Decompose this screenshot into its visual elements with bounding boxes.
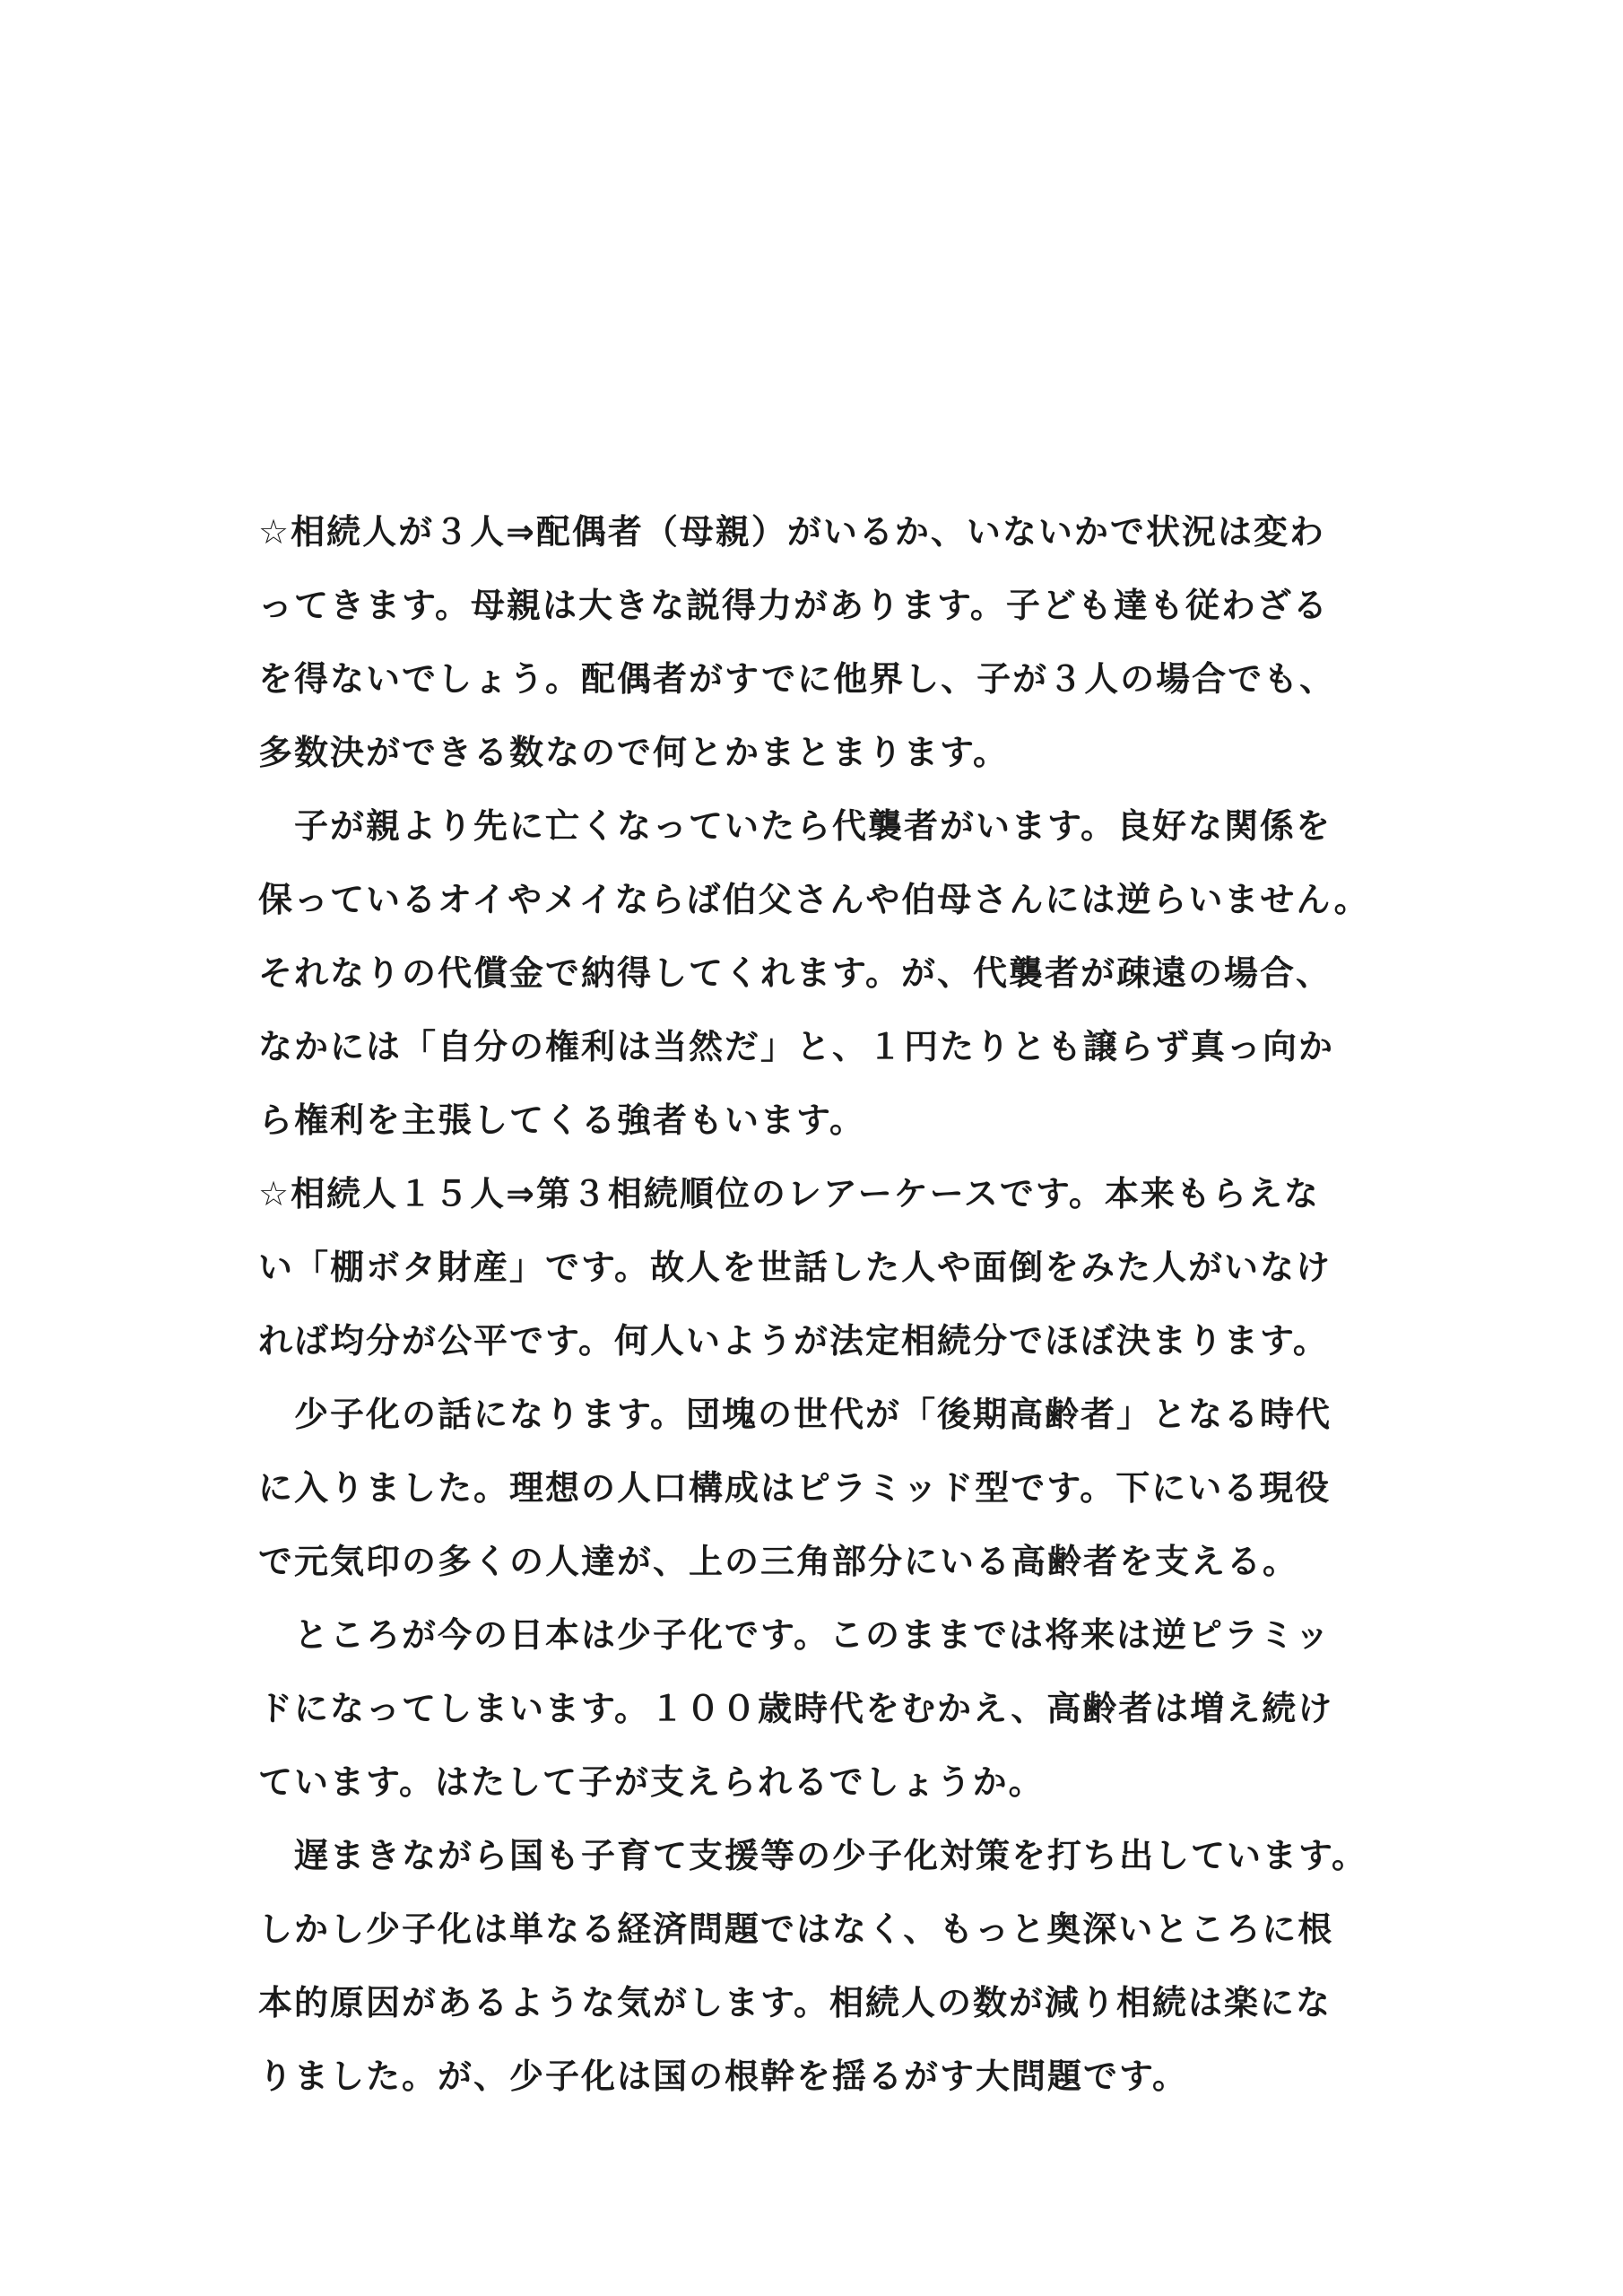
text-line-17: ドになってしまいます。１００歳時代をむかえ、高齢者は増え続け (258, 1689, 1334, 1728)
body-text (258, 495, 1388, 2113)
text-line-19: 遅まきながら国も子育て支援等の少子化対策を打ち出しています。 (258, 1836, 1367, 1875)
text-line-1: ☆相続人が３人⇒配偶者（母親）がいるか、いないかで状況は変わ (258, 512, 1325, 552)
text-line-20: しかし少子化は単なる経済問題ではなく、もっと奥深いところに根 (258, 1909, 1334, 1949)
text-line-21: 本的原因があるような気がします。相続人の数が減り相続は楽にな (258, 1983, 1332, 2022)
text-line-18: ています。はたして子が支えられるでしょうか。 (258, 1762, 1045, 1802)
text-line-22: りました。が、少子化は国の根幹を揺るがす大問題です。 (258, 2057, 1188, 2096)
text-line-13: 少子化の話になります。団塊の世代が「後期高齢者」となる時代 (258, 1395, 1332, 1434)
text-line-11: い「棚ボタ財産」です。故人を世話した人や面倒をみた人がいなけ (258, 1248, 1332, 1287)
text-line-14: に入りました。理想の人口構成はピラミッド型です。下にいる現役 (258, 1468, 1332, 1508)
text-line-4: 多数決ができる数なので何とかまとまります。 (258, 733, 1009, 772)
text-line-8: なかには「自分の権利は当然だ」と、１円たりとも譲らず真っ向か (258, 1027, 1335, 1066)
text-line-3: を得ないでしょう。配偶者がすでに他界し、子が３人の場合でも、 (258, 659, 1336, 699)
text-line-9: ら権利を主張してくる強者もいます。 (258, 1100, 865, 1140)
text-line-6: 保っているオイやメイならば伯父さんや伯母さんには逆らいません。 (258, 880, 1370, 919)
text-line-7: それなりの代償金で納得してくれます。が、代襲者が疎遠の場合、 (258, 953, 1332, 993)
text-line-15: で元気印の多くの人達が、上の三角部分にいる高齢者を支える。 (258, 1542, 1299, 1581)
text-line-2: ってきます。母親は大きな説得力があります。子ども達も従わざる (258, 586, 1329, 625)
text-line-16: ところが今の日本は少子化です。このままでは将来は逆ピラミッ (258, 1615, 1332, 1655)
text-line-10: ☆相続人１５人⇒第３相続順位のレアーケースです。本来もらえな (258, 1174, 1320, 1213)
text-line-5: 子が親より先に亡くなっていたら代襲者がいます。良好な関係を (258, 806, 1332, 846)
text-line-12: れば均分が公平です。何人いようが法定相続分でほぼ決まります。 (258, 1321, 1329, 1361)
